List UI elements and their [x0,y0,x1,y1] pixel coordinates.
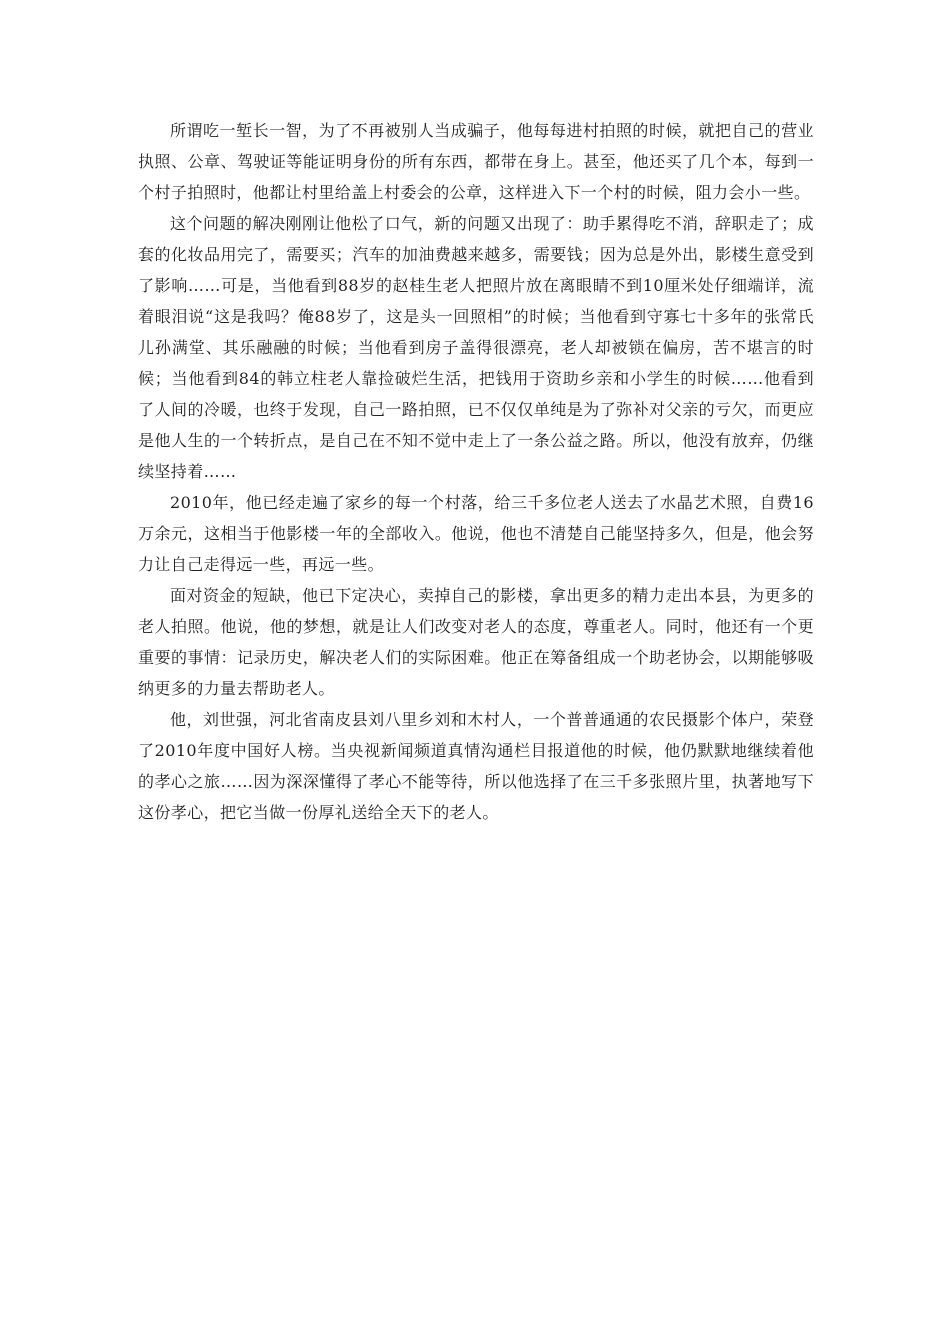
paragraph-1: 所谓吃一堑长一智，为了不再被别人当成骗子，他每每进村拍照的时候，就把自己的营业执照、公章、驾驶证等能证明身份的所有东西，都带在身上。甚至，他还买了几个本，每到一个村子拍照时，他都让村里给盖上村委会的公章，这样进入下一个村的时候，阻力会小一些。 [138,121,814,202]
paragraph-2: 这个问题的解决刚刚让他松了口气，新的问题又出现了：助手累得吃不消，辞职走了；成套的化妆品用完了，需要买；汽车的加油费越来越多，需要钱；因为总是外出，影楼生意受到了影响……可是，当他看到88岁的赵桂生老人把照片放在离眼睛不到10厘米处仔细端详，流着眼泪说“这是我吗？俺88岁了，这是头一回照相”的时候；当他看到守寡七十多年的张常氏儿孙满堂、其乐融融的时候；当他看到房子盖得很漂亮，老人却被锁在偏房，苦不堪言的时候；当他看到84的韩立柱老人靠捡破烂生活，把钱用于资助乡亲和小学生的时候……他看到了人间的冷暖，也终于发现，自己一路拍照，已不仅仅单纯是为了弥补对父亲的亏欠，而更应是他人生的一个转折点，是自己在不知不觉中走上了一条公益之路。所以，他没有放弃，仍继续坚持着…… [138,214,814,481]
document-page [138,115,814,828]
paragraph-3: 2010年，他已经走遍了家乡的每一个村落，给三千多位老人送去了水晶艺术照，自费16万余元，这相当于他影楼一年的全部收入。他说，他也不清楚自己能坚持多久，但是，他会努力让自己走得远一些，再远一些。 [138,493,814,574]
paragraph-4: 面对资金的短缺，他已下定决心，卖掉自己的影楼，拿出更多的精力走出本县，为更多的老人拍照。他说，他的梦想，就是让人们改变对老人的态度，尊重老人。同时，他还有一个更重要的事情：记录历史，解决老人们的实际困难。他正在筹备组成一个助老协会，以期能够吸纳更多的力量去帮助老人。 [138,586,814,698]
paragraph-5: 他，刘世强，河北省南皮县刘八里乡刘和木村人，一个普普通通的农民摄影个体户，荣登了2010年度中国好人榜。当央视新闻频道真情沟通栏目报道他的时候，他仍默默地继续着他的孝心之旅……因为深深懂得了孝心不能等待，所以他选择了在三千多张照片里，执著地写下这份孝心，把它当做一份厚礼送给全天下的老人。 [138,710,814,822]
